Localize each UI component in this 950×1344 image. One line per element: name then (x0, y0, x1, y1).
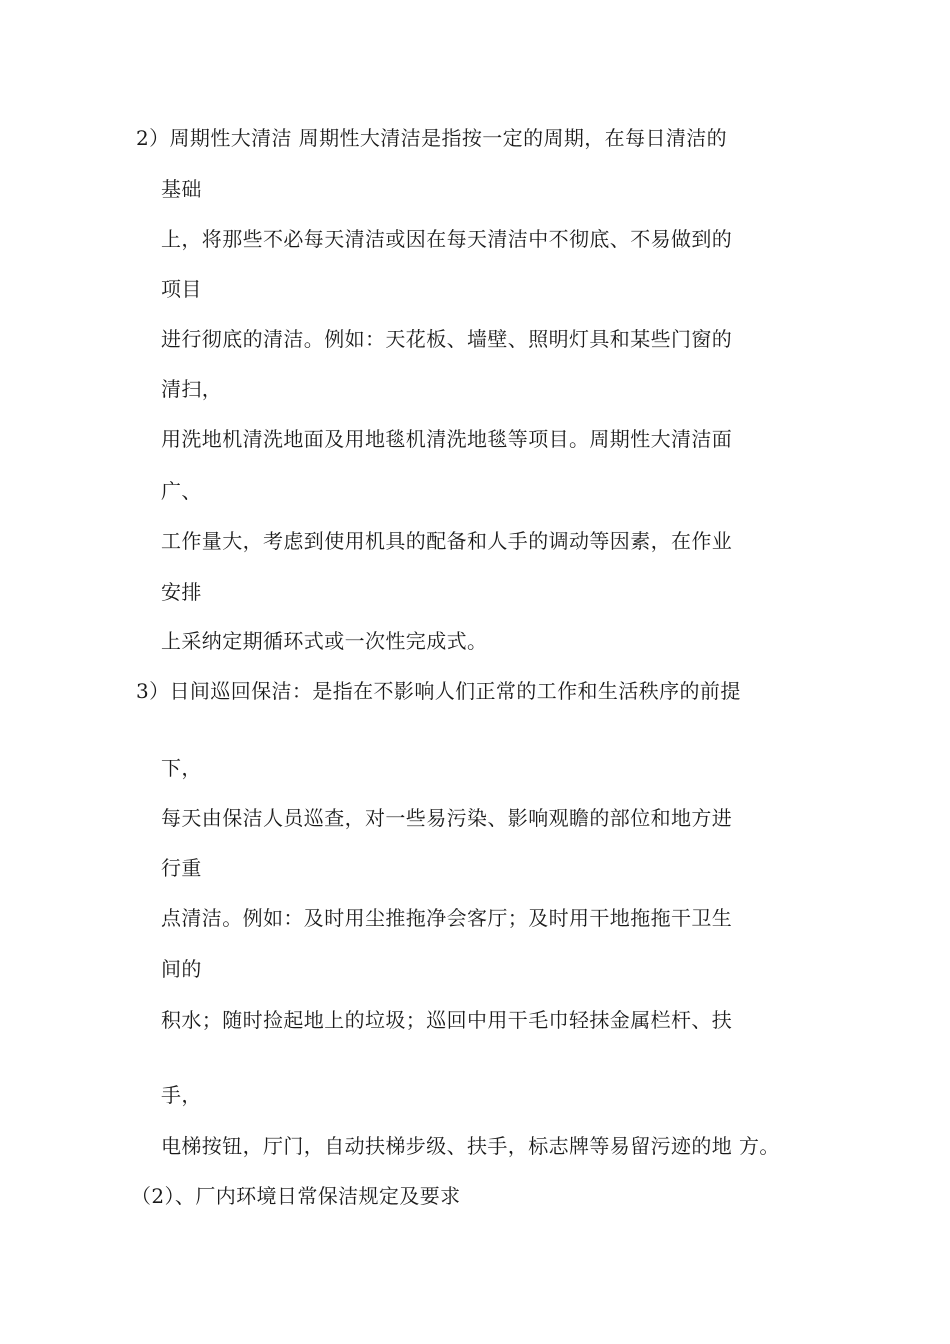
text-line: 电梯按钮，厅门，自动扶梯步级、扶手，标志牌等易留污迹的地 方。 (161, 1134, 780, 1158)
text-line: 上，将那些不必每天清洁或因在每天清洁中不彻底、不易做到的 (161, 227, 733, 251)
text-line: 3）日间巡回保洁：是指在不影响人们正常的工作和生活秩序的前提 (136, 679, 741, 703)
text-line: 点清洁。例如：及时用尘推拖净会客厅；及时用干地拖拖干卫生 (161, 906, 733, 930)
text-line: 2）周期性大清洁 周期性大清洁是指按一定的周期，在每日清洁的 (136, 126, 728, 150)
text-line: 积水；随时捡起地上的垃圾；巡回中用干毛巾轻抹金属栏杆、扶 (161, 1008, 733, 1032)
text-line: 手， (161, 1083, 202, 1107)
text-line: 下， (161, 756, 202, 780)
section-heading: （2）、厂内环境日常保洁规定及要求 (131, 1184, 461, 1208)
text-line: 用洗地机清洗地面及用地毯机清洗地毯等项目。周期性大清洁面 (161, 427, 733, 451)
text-line: 每天由保洁人员巡查，对一些易污染、影响观瞻的部位和地方进 (161, 806, 733, 830)
text-line: 上采纳定期循环式或一次性完成式。 (161, 629, 488, 653)
text-line: 项目 (161, 277, 202, 301)
text-line: 基础 (161, 177, 202, 201)
text-line: 清扫， (161, 377, 223, 401)
text-line: 安排 (161, 580, 202, 604)
text-line: 工作量大，考虑到使用机具的配备和人手的调动等因素，在作业 (161, 529, 733, 553)
text-line: 进行彻底的清洁。例如：天花板、墙壁、照明灯具和某些门窗的 (161, 327, 733, 351)
text-line: 行重 (161, 856, 202, 880)
text-line: 间的 (161, 957, 202, 981)
text-line: 广、 (161, 479, 202, 503)
